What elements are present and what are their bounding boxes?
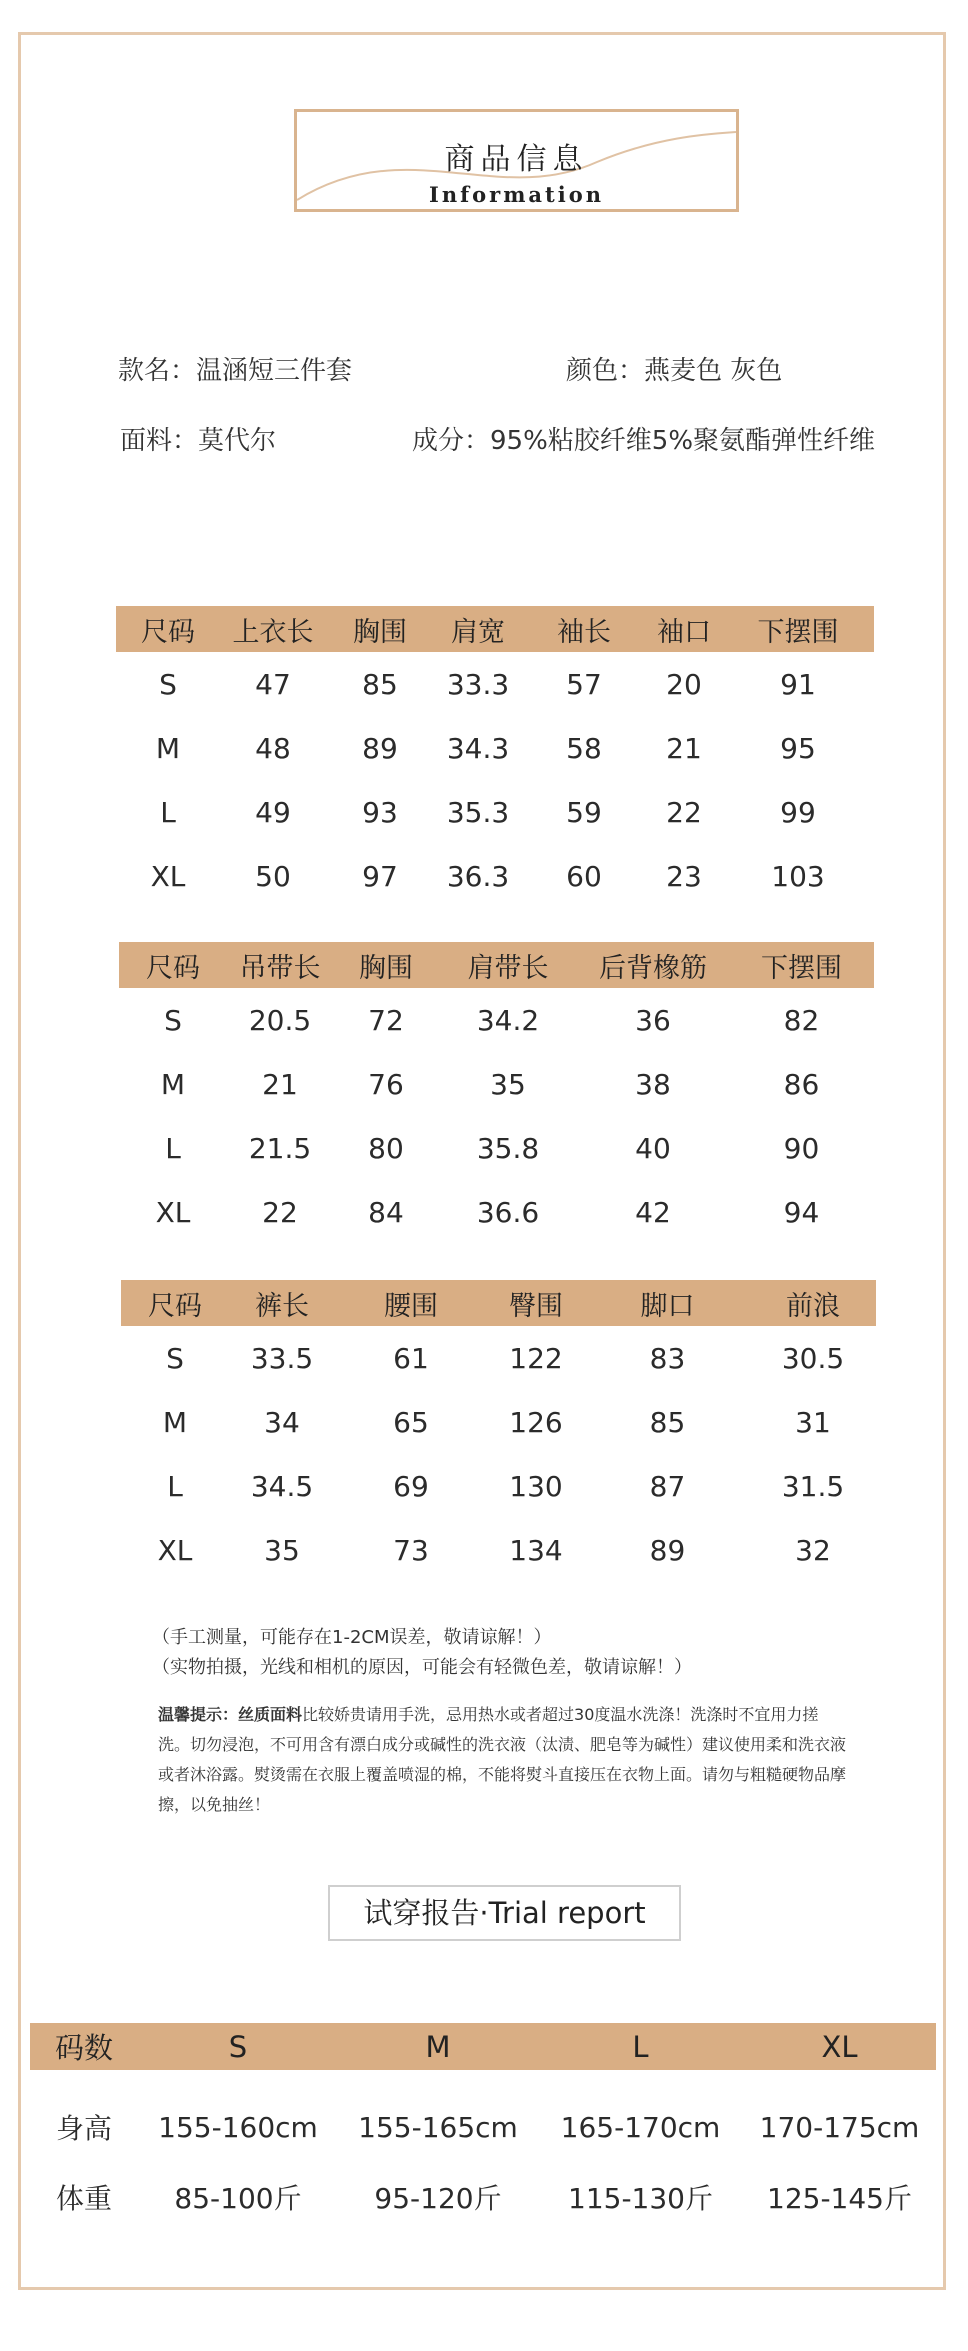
table-cell: L [165, 1131, 181, 1165]
table-cell: 49 [255, 795, 291, 829]
care-tip-text: 比较娇贵请用手洗，忌用热水或者超过30度温水洗涤！洗涤时不宜用力搓洗。切勿浸泡，不可用含有漂白成分或碱性的洗衣液（汰渍、肥皂等为碱性）建议使用柔和洗衣液或者沐浴露。熨烫需在衣服上覆盖喷湿的棉，不能将熨斗直接压在衣物上面。请勿与粗糙硬物品摩擦，以免抽丝！ [158, 1705, 847, 1814]
table-row [121, 1390, 876, 1454]
table-cell: 73 [393, 1533, 429, 1567]
table-cell: 85-100斤 [174, 2182, 302, 2215]
table-cell: 21.5 [248, 1131, 312, 1165]
table-header: 腰围 [335, 1280, 487, 1326]
table-header: 胸围 [326, 606, 434, 652]
table-header: 肩带长 [439, 942, 577, 988]
table-cell: XL [155, 1195, 191, 1229]
table-cell: 82 [783, 1003, 820, 1037]
table-header: S [138, 2023, 338, 2070]
table-cell: 59 [566, 795, 602, 829]
table-row [119, 1116, 874, 1180]
table-header: 肩宽 [434, 606, 522, 652]
table-header: 袖口 [646, 606, 722, 652]
table-cell: 36 [635, 1003, 671, 1037]
table-cell: 85 [649, 1405, 686, 1439]
table-header: 上衣长 [220, 606, 326, 652]
table-header: L [538, 2023, 743, 2070]
table-cell: 34.2 [476, 1003, 540, 1037]
table-header: 尺码 [116, 606, 220, 652]
table-row [116, 652, 874, 716]
table-cell: 60 [566, 859, 602, 893]
table-row [119, 988, 874, 1052]
size-table-top [116, 606, 874, 908]
table-cell: L [160, 795, 176, 829]
table-cell: 115-130斤 [568, 2182, 713, 2215]
table-cell: XL [157, 1533, 193, 1567]
table-cell: 125-145斤 [767, 2182, 912, 2215]
table-cell: 58 [566, 731, 602, 765]
table-cell: 76 [368, 1067, 404, 1101]
table-cell: 40 [635, 1131, 671, 1165]
table-cell: 32 [795, 1533, 831, 1567]
table-cell: 61 [393, 1341, 429, 1375]
table-cell: L [167, 1469, 183, 1503]
size-table-pants [121, 1280, 876, 1582]
table-cell: 90 [783, 1131, 820, 1165]
table-cell: 89 [649, 1533, 686, 1567]
table-cell: 57 [566, 667, 602, 701]
table-cell: 体重 [55, 2182, 112, 2215]
table-header: 脚口 [585, 1280, 750, 1326]
table-row [30, 2070, 936, 2162]
table-cell: 134 [509, 1533, 563, 1567]
table-cell: 85 [362, 667, 398, 701]
measurement-note: （手工测量，可能存在1-2CM误差，敬请谅解！） [152, 1627, 552, 1648]
care-tip [158, 1700, 848, 1820]
table-cell: 30.5 [781, 1341, 845, 1375]
table-cell: 130 [509, 1469, 563, 1503]
table-cell: 20 [666, 667, 702, 701]
table-cell: 89 [362, 731, 398, 765]
table-header: 吊带长 [227, 942, 333, 988]
table-cell: 42 [635, 1195, 671, 1229]
style-name: 款名：温涵短三件套 [118, 356, 353, 386]
care-tip-bold: 丝质面料 [238, 1705, 303, 1724]
fabric-info: 面料：莫代尔 [120, 426, 277, 456]
table-cell: 31.5 [781, 1469, 845, 1503]
table-header: 后背橡筋 [577, 942, 729, 988]
table-row [121, 1454, 876, 1518]
table-header: 前浪 [750, 1280, 876, 1326]
table-cell: 38 [635, 1067, 671, 1101]
table-row [116, 844, 874, 908]
table-row [119, 1180, 874, 1244]
table-cell: 35.8 [476, 1131, 540, 1165]
color-note: （实物拍摄，光线和相机的原因，可能会有轻微色差，敬请谅解！） [152, 1657, 692, 1678]
table-header: 下摆围 [729, 942, 874, 988]
table-cell: 99 [780, 795, 816, 829]
table-header: 袖长 [522, 606, 646, 652]
table-cell: 95 [780, 731, 816, 765]
table-cell: 33.3 [446, 667, 510, 701]
table-header: 尺码 [121, 1280, 229, 1326]
header-title-cn: 商品信息 [444, 142, 589, 177]
table-cell: 48 [255, 731, 291, 765]
table-header: 臀围 [487, 1280, 585, 1326]
table-row [119, 1052, 874, 1116]
table-header: 尺码 [119, 942, 227, 988]
table-cell: 35.3 [446, 795, 510, 829]
table-header: XL [743, 2023, 936, 2070]
table-cell: 94 [783, 1195, 820, 1229]
table-cell: 155-160cm [158, 2110, 318, 2144]
table-cell: 69 [393, 1469, 429, 1503]
table-cell: 34.5 [250, 1469, 314, 1503]
table-row [121, 1518, 876, 1582]
table-header: 码数 [30, 2023, 138, 2070]
table-cell: M [162, 1405, 188, 1439]
table-cell: S [159, 667, 177, 701]
table-cell: 72 [368, 1003, 404, 1037]
table-cell: 80 [368, 1131, 404, 1165]
table-cell: 47 [255, 667, 291, 701]
table-cell: 122 [509, 1341, 563, 1375]
table-cell: 97 [362, 859, 398, 893]
table-cell: 34 [264, 1405, 300, 1439]
table-cell: 35 [490, 1067, 526, 1101]
table-cell: 22 [262, 1195, 298, 1229]
table-cell: 84 [368, 1195, 404, 1229]
table-cell: 103 [771, 859, 825, 893]
composition-info: 成分：95%粘胶纤维5%聚氨酯弹性纤维 [412, 426, 876, 456]
trial-report-title: 试穿报告·Trial report [328, 1885, 681, 1941]
care-tip-label: 温馨提示： [158, 1705, 239, 1724]
table-cell: 20.5 [248, 1003, 312, 1037]
table-cell: S [164, 1003, 182, 1037]
section-header [294, 109, 739, 212]
size-table-cami [119, 942, 874, 1244]
table-cell: 34.3 [446, 731, 510, 765]
table-cell: 65 [393, 1405, 429, 1439]
table-cell: 87 [649, 1469, 686, 1503]
table-row [116, 780, 874, 844]
table-cell: 23 [666, 859, 702, 893]
table-cell: 155-165cm [358, 2110, 518, 2144]
table-cell: 126 [509, 1405, 563, 1439]
table-cell: 31 [795, 1405, 831, 1439]
table-header: 胸围 [333, 942, 439, 988]
table-cell: S [166, 1341, 184, 1375]
table-cell: 165-170cm [560, 2110, 721, 2144]
table-cell: 21 [666, 731, 702, 765]
table-row [116, 716, 874, 780]
header-title-en: Information [429, 182, 604, 207]
trial-report-table [30, 2023, 936, 2232]
table-cell: M [160, 1067, 186, 1101]
table-row [121, 1326, 876, 1390]
table-row [30, 2162, 936, 2232]
table-cell: 86 [783, 1067, 820, 1101]
table-cell: 93 [362, 795, 398, 829]
table-cell: 36.6 [476, 1195, 540, 1229]
color-info: 颜色：燕麦色 灰色 [566, 356, 783, 386]
table-cell: 83 [649, 1341, 686, 1375]
table-cell: 身高 [55, 2112, 112, 2145]
table-cell: 170-175cm [759, 2110, 920, 2144]
table-cell: XL [150, 859, 186, 893]
table-header: 裤长 [229, 1280, 335, 1326]
table-cell: 95-120斤 [374, 2182, 502, 2215]
table-cell: M [155, 731, 181, 765]
table-cell: 21 [262, 1067, 298, 1101]
table-cell: 36.3 [446, 859, 510, 893]
table-cell: 91 [780, 667, 816, 701]
table-header: M [338, 2023, 538, 2070]
table-cell: 35 [264, 1533, 300, 1567]
table-header: 下摆围 [722, 606, 874, 652]
table-cell: 33.5 [250, 1341, 314, 1375]
table-cell: 22 [666, 795, 702, 829]
table-cell: 50 [255, 859, 291, 893]
